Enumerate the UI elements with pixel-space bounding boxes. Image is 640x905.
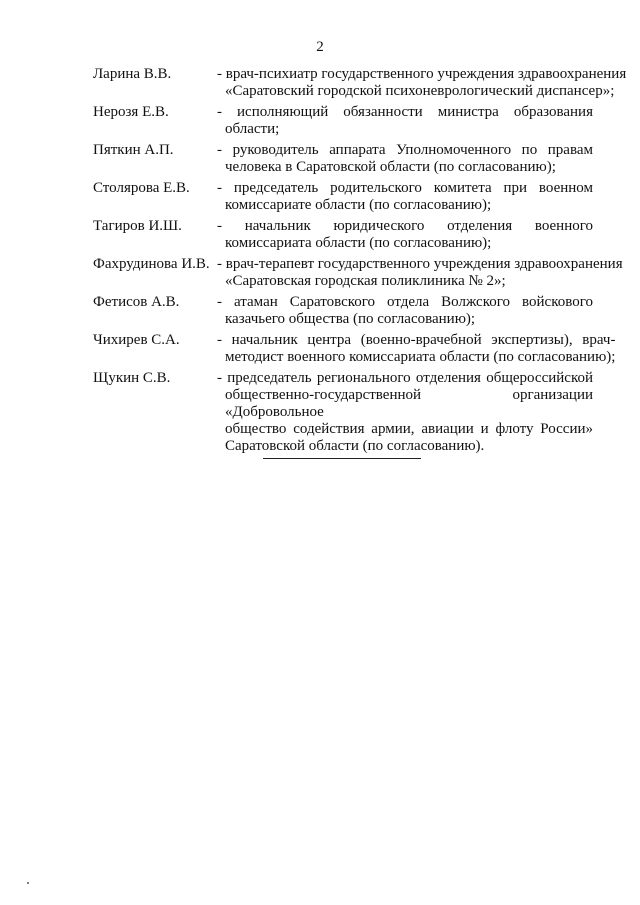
member-role [217,180,593,214]
role-line: человека в Саратовской области (по согласованию); [225,159,556,175]
list-item [93,66,627,100]
role-line: общество содействия армии, авиации и флоту России» [225,421,593,437]
role-line: - исполняющий обязанности министра образования [217,104,593,120]
role-line: методист военного комиссариата области (по согласованию); [225,349,616,365]
role-line: - начальник юридического отделения военного [217,218,593,234]
member-role [217,66,626,100]
role-line: - начальник центра (военно-врачебной экспертизы), врач- [217,332,616,348]
list-item [93,218,593,252]
role-line: - врач-терапевт государственного учреждения здравоохранения [217,256,623,272]
member-name: Фетисов А.В. [93,294,180,310]
member-role [217,370,593,455]
role-line: - врач-психиатр государственного учреждения здравоохранения [217,66,627,82]
list-item [93,104,593,138]
members-list [93,66,627,459]
list-item [93,142,593,176]
member-role [217,142,593,176]
role-line: - председатель регионального отделения общероссийской [217,370,593,386]
member-name: Чихирев С.А. [93,332,180,348]
role-line: «Саратовская городская поликлиника № 2»; [225,273,506,289]
role-line: комиссариата области (по согласованию); [225,235,492,251]
member-name: Нерозя Е.В. [93,104,169,120]
role-line: казачьего общества (по согласованию); [225,311,476,327]
member-role [217,218,593,252]
scan-speck [27,882,29,884]
member-role [217,332,615,366]
role-line: Саратовской области (по согласованию). [225,438,485,454]
list-item [93,294,593,328]
member-name: Щукин С.В. [93,370,171,386]
list-item [93,256,623,290]
end-divider [263,458,421,459]
role-line: - руководитель аппарата Уполномоченного по правам [217,142,593,158]
member-name: Пяткин А.П. [93,142,174,158]
list-item [93,332,616,366]
member-name: Фахрудинова И.В. [93,256,210,272]
role-line: - председатель родительского комитета при военном [217,180,593,196]
member-name: Столярова Е.В. [93,180,190,196]
list-item [93,370,593,455]
role-line: - атаман Саратовского отдела Волжского войскового [217,294,593,310]
member-name: Ларина В.В. [93,66,172,82]
role-line: общественно-государственной организации «Добровольное [225,387,593,420]
member-role [217,256,623,290]
role-line: комиссариате области (по согласованию); [225,197,492,213]
member-role [217,294,593,328]
list-item [93,180,593,214]
page-number: 2 [316,39,324,55]
member-role [217,104,593,138]
member-name: Тагиров И.Ш. [93,218,182,234]
role-line: «Саратовский городской психоневрологический диспансер»; [225,83,615,99]
role-line: области; [225,121,280,137]
